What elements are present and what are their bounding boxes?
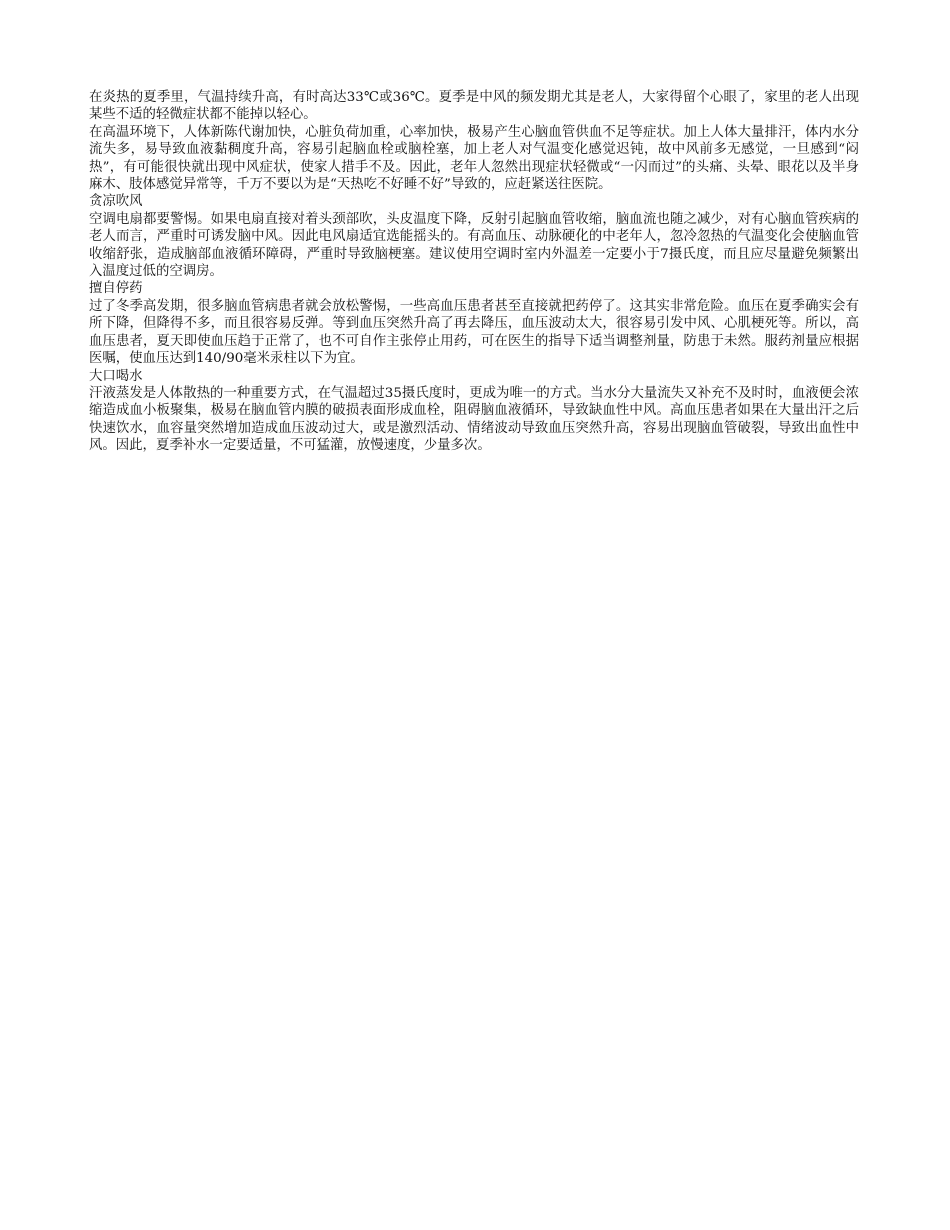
document-body [89, 89, 859, 455]
section-heading-drinking-water: 大口喝水 [89, 368, 143, 384]
high-temperature-paragraph: 在高温环境下，人体新陈代谢加快，心脏负荷加重，心率加快，极易产生心脑血管供血不足等症状。加上人体大量排汗，体内水分流失多，易导致血液黏稠度升高，容易引起脑血栓或脑栓塞，加上老人对气温变化感觉迟钝，故中风前多无感觉，一旦感到“闷热”，有可能很快就出现中风症状，使家人措手不及。因此，老年人忽然出现症状轻微或“一闪而过”的头痛、头晕、眼花以及半身麻木、肢体感觉异常等，千万不要以为是“天热吃不好睡不好”导致的，应赶紧送往医院。 [89, 124, 859, 193]
stop-medication-paragraph: 过了冬季高发期，很多脑血管病患者就会放松警惕，一些高血压患者甚至直接就把药停了。这其实非常危险。血压在夏季确实会有所下降，但降得不多，而且很容易反弹。等到血压突然升高了再去降压，血压波动太大，很容易引发中风、心肌梗死等。所以，高血压患者，夏天即使血压趋于正常了，也不可自作主张停止用药，可在医生的指导下适当调整剂量，防患于未然。服药剂量应根据医嘱，使血压达到140/90毫米汞柱以下为宜。 [89, 298, 859, 367]
section-heading-stop-medication: 擅自停药 [89, 281, 143, 297]
section-heading-cool-wind: 贪凉吹风 [89, 194, 143, 210]
drinking-water-paragraph: 汗液蒸发是人体散热的一种重要方式，在气温超过35摄氏度时，更成为唯一的方式。当水分大量流失又补充不及时时，血液便会浓缩造成血小板聚集，极易在脑血管内膜的破损表面形成血栓，阻碍脑血液循环，导致缺血性中风。高血压患者如果在大量出汗之后快速饮水，血容量突然增加造成血压波动过大，或是激烈活动、情绪波动导致血压突然升高，容易出现脑血管破裂，导致出血性中风。因此，夏季补水一定要适量，不可猛灌，放慢速度，少量多次。 [89, 385, 859, 454]
cool-wind-paragraph: 空调电扇都要警惕。如果电扇直接对着头颈部吹，头皮温度下降，反射引起脑血管收缩，脑血流也随之减少，对有心脑血管疾病的老人而言，严重时可诱发脑中风。因此电风扇适宜选能摇头的。有高血压、动脉硬化的中老年人，忽冷忽热的气温变化会使脑血管收缩舒张，造成脑部血液循环障碍，严重时导致脑梗塞。建议使用空调时室内外温差一定要小于7摄氏度，而且应尽量避免频繁出入温度过低的空调房。 [89, 211, 859, 280]
intro-paragraph: 在炎热的夏季里，气温持续升高，有时高达33℃或36℃。夏季是中风的频发期尤其是老人，大家得留个心眼了，家里的老人出现某些不适的轻微症状都不能掉以轻心。 [89, 90, 859, 123]
